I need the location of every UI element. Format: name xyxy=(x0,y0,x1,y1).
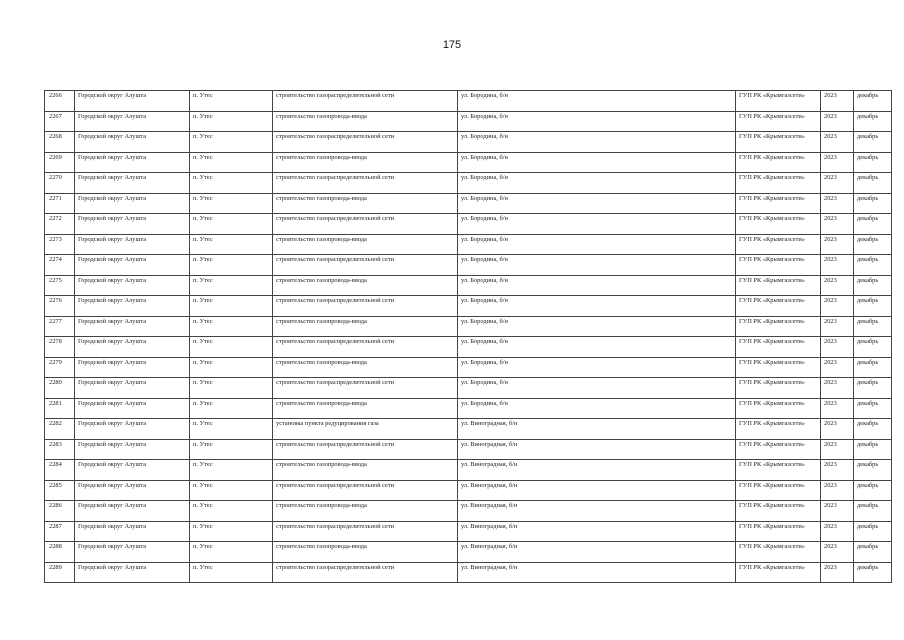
row-number-cell: 2282 xyxy=(45,419,75,440)
address-cell: ул. Бородина, б/н xyxy=(458,173,736,194)
month-cell: декабрь xyxy=(854,173,892,194)
district-cell: Городской округ Алушта xyxy=(75,460,190,481)
year-cell: 2023 xyxy=(821,255,854,276)
year-cell: 2023 xyxy=(821,111,854,132)
operator-cell: ГУП РК «Крымгазсети» xyxy=(736,337,821,358)
table-row xyxy=(45,296,892,317)
settlement-cell: п. Утес xyxy=(190,193,273,214)
district-cell: Городской округ Алушта xyxy=(75,378,190,399)
work-type-cell: строительство газораспределительной сети xyxy=(273,562,458,583)
table-row xyxy=(45,460,892,481)
settlement-cell: п. Утес xyxy=(190,316,273,337)
month-cell: декабрь xyxy=(854,439,892,460)
settlement-cell: п. Утес xyxy=(190,460,273,481)
month-cell: декабрь xyxy=(854,337,892,358)
row-number-cell: 2266 xyxy=(45,91,75,112)
address-cell: ул. Бородина, б/н xyxy=(458,132,736,153)
operator-cell: ГУП РК «Крымгазсети» xyxy=(736,439,821,460)
address-cell: ул. Бородина, б/н xyxy=(458,255,736,276)
table-row xyxy=(45,419,892,440)
row-number-cell: 2286 xyxy=(45,501,75,522)
month-cell: декабрь xyxy=(854,193,892,214)
work-type-cell: строительство газораспределительной сети xyxy=(273,337,458,358)
work-type-cell: строительство газораспределительной сети xyxy=(273,296,458,317)
table-row xyxy=(45,501,892,522)
row-number-cell: 2269 xyxy=(45,152,75,173)
settlement-cell: п. Утес xyxy=(190,439,273,460)
address-cell: ул. Бородина, б/н xyxy=(458,337,736,358)
address-cell: ул. Бородина, б/н xyxy=(458,275,736,296)
work-type-cell: строительство газопровода-ввода xyxy=(273,152,458,173)
operator-cell: ГУП РК «Крымгазсети» xyxy=(736,419,821,440)
work-type-cell: строительство газораспределительной сети xyxy=(273,521,458,542)
table-row xyxy=(45,316,892,337)
settlement-cell: п. Утес xyxy=(190,501,273,522)
district-cell: Городской округ Алушта xyxy=(75,152,190,173)
work-type-cell: строительство газопровода-ввода xyxy=(273,542,458,563)
year-cell: 2023 xyxy=(821,357,854,378)
work-type-cell: строительство газопровода-ввода xyxy=(273,398,458,419)
month-cell: декабрь xyxy=(854,480,892,501)
table-row xyxy=(45,193,892,214)
settlement-cell: п. Утес xyxy=(190,275,273,296)
settlement-cell: п. Утес xyxy=(190,91,273,112)
year-cell: 2023 xyxy=(821,521,854,542)
row-number-cell: 2273 xyxy=(45,234,75,255)
table-row xyxy=(45,214,892,235)
district-cell: Городской округ Алушта xyxy=(75,193,190,214)
year-cell: 2023 xyxy=(821,501,854,522)
year-cell: 2023 xyxy=(821,398,854,419)
table-row xyxy=(45,480,892,501)
settlement-cell: п. Утес xyxy=(190,357,273,378)
settlement-cell: п. Утес xyxy=(190,562,273,583)
address-cell: ул. Бородина, б/н xyxy=(458,296,736,317)
row-number-cell: 2277 xyxy=(45,316,75,337)
operator-cell: ГУП РК «Крымгазсети» xyxy=(736,296,821,317)
month-cell: декабрь xyxy=(854,296,892,317)
operator-cell: ГУП РК «Крымгазсети» xyxy=(736,562,821,583)
year-cell: 2023 xyxy=(821,378,854,399)
row-number-cell: 2284 xyxy=(45,460,75,481)
row-number-cell: 2270 xyxy=(45,173,75,194)
table-row xyxy=(45,439,892,460)
row-number-cell: 2289 xyxy=(45,562,75,583)
work-type-cell: строительство газопровода-ввода xyxy=(273,357,458,378)
settlement-cell: п. Утес xyxy=(190,542,273,563)
settlement-cell: п. Утес xyxy=(190,398,273,419)
row-number-cell: 2275 xyxy=(45,275,75,296)
month-cell: декабрь xyxy=(854,501,892,522)
row-number-cell: 2274 xyxy=(45,255,75,276)
address-cell: ул. Бородина, б/н xyxy=(458,214,736,235)
settlement-cell: п. Утес xyxy=(190,296,273,317)
settlement-cell: п. Утес xyxy=(190,234,273,255)
district-cell: Городской округ Алушта xyxy=(75,521,190,542)
district-cell: Городской округ Алушта xyxy=(75,542,190,563)
work-type-cell: строительство газораспределительной сети xyxy=(273,255,458,276)
month-cell: декабрь xyxy=(854,398,892,419)
work-type-cell: строительство газопровода-ввода xyxy=(273,460,458,481)
address-cell: ул. Виноградная, б/н xyxy=(458,460,736,481)
row-number-cell: 2278 xyxy=(45,337,75,358)
registry-table xyxy=(44,90,892,583)
month-cell: декабрь xyxy=(854,460,892,481)
work-type-cell: строительство газораспределительной сети xyxy=(273,173,458,194)
work-type-cell: строительство газораспределительной сети xyxy=(273,480,458,501)
month-cell: декабрь xyxy=(854,91,892,112)
district-cell: Городской округ Алушта xyxy=(75,419,190,440)
operator-cell: ГУП РК «Крымгазсети» xyxy=(736,501,821,522)
operator-cell: ГУП РК «Крымгазсети» xyxy=(736,398,821,419)
row-number-cell: 2287 xyxy=(45,521,75,542)
year-cell: 2023 xyxy=(821,132,854,153)
work-type-cell: строительство газораспределительной сети xyxy=(273,91,458,112)
month-cell: декабрь xyxy=(854,542,892,563)
address-cell: ул. Бородина, б/н xyxy=(458,111,736,132)
address-cell: ул. Виноградная, б/н xyxy=(458,419,736,440)
district-cell: Городской округ Алушта xyxy=(75,275,190,296)
year-cell: 2023 xyxy=(821,337,854,358)
district-cell: Городской округ Алушта xyxy=(75,501,190,522)
address-cell: ул. Бородина, б/н xyxy=(458,193,736,214)
settlement-cell: п. Утес xyxy=(190,521,273,542)
district-cell: Городской округ Алушта xyxy=(75,132,190,153)
work-type-cell: строительство газораспределительной сети xyxy=(273,439,458,460)
operator-cell: ГУП РК «Крымгазсети» xyxy=(736,132,821,153)
year-cell: 2023 xyxy=(821,173,854,194)
operator-cell: ГУП РК «Крымгазсети» xyxy=(736,91,821,112)
work-type-cell: строительство газопровода-ввода xyxy=(273,193,458,214)
address-cell: ул. Бородина, б/н xyxy=(458,152,736,173)
operator-cell: ГУП РК «Крымгазсети» xyxy=(736,480,821,501)
month-cell: декабрь xyxy=(854,234,892,255)
settlement-cell: п. Утес xyxy=(190,111,273,132)
month-cell: декабрь xyxy=(854,255,892,276)
month-cell: декабрь xyxy=(854,357,892,378)
table-row xyxy=(45,542,892,563)
district-cell: Городской округ Алушта xyxy=(75,91,190,112)
year-cell: 2023 xyxy=(821,542,854,563)
month-cell: декабрь xyxy=(854,378,892,399)
table-row xyxy=(45,398,892,419)
settlement-cell: п. Утес xyxy=(190,152,273,173)
row-number-cell: 2271 xyxy=(45,193,75,214)
operator-cell: ГУП РК «Крымгазсети» xyxy=(736,357,821,378)
district-cell: Городской округ Алушта xyxy=(75,480,190,501)
month-cell: декабрь xyxy=(854,316,892,337)
year-cell: 2023 xyxy=(821,480,854,501)
month-cell: декабрь xyxy=(854,275,892,296)
table-row xyxy=(45,111,892,132)
district-cell: Городской округ Алушта xyxy=(75,296,190,317)
work-type-cell: строительство газораспределительной сети xyxy=(273,214,458,235)
year-cell: 2023 xyxy=(821,234,854,255)
settlement-cell: п. Утес xyxy=(190,337,273,358)
operator-cell: ГУП РК «Крымгазсети» xyxy=(736,173,821,194)
work-type-cell: строительство газопровода-ввода xyxy=(273,316,458,337)
operator-cell: ГУП РК «Крымгазсети» xyxy=(736,152,821,173)
row-number-cell: 2285 xyxy=(45,480,75,501)
work-type-cell: строительство газопровода-ввода xyxy=(273,275,458,296)
settlement-cell: п. Утес xyxy=(190,255,273,276)
month-cell: декабрь xyxy=(854,111,892,132)
district-cell: Городской округ Алушта xyxy=(75,357,190,378)
month-cell: декабрь xyxy=(854,521,892,542)
table-row xyxy=(45,91,892,112)
row-number-cell: 2279 xyxy=(45,357,75,378)
address-cell: ул. Виноградная, б/н xyxy=(458,501,736,522)
operator-cell: ГУП РК «Крымгазсети» xyxy=(736,234,821,255)
year-cell: 2023 xyxy=(821,296,854,317)
settlement-cell: п. Утес xyxy=(190,173,273,194)
month-cell: декабрь xyxy=(854,152,892,173)
table-row xyxy=(45,378,892,399)
operator-cell: ГУП РК «Крымгазсети» xyxy=(736,521,821,542)
address-cell: ул. Бородина, б/н xyxy=(458,316,736,337)
operator-cell: ГУП РК «Крымгазсети» xyxy=(736,460,821,481)
table-row xyxy=(45,337,892,358)
month-cell: декабрь xyxy=(854,132,892,153)
district-cell: Городской округ Алушта xyxy=(75,398,190,419)
year-cell: 2023 xyxy=(821,214,854,235)
work-type-cell: строительство газопровода-ввода xyxy=(273,234,458,255)
address-cell: ул. Бородина, б/н xyxy=(458,234,736,255)
district-cell: Городской округ Алушта xyxy=(75,111,190,132)
settlement-cell: п. Утес xyxy=(190,480,273,501)
page-number: 175 xyxy=(442,39,462,51)
row-number-cell: 2272 xyxy=(45,214,75,235)
district-cell: Городской округ Алушта xyxy=(75,214,190,235)
row-number-cell: 2288 xyxy=(45,542,75,563)
row-number-cell: 2283 xyxy=(45,439,75,460)
table-row xyxy=(45,562,892,583)
row-number-cell: 2268 xyxy=(45,132,75,153)
address-cell: ул. Бородина, б/н xyxy=(458,378,736,399)
address-cell: ул. Виноградная, б/н xyxy=(458,521,736,542)
operator-cell: ГУП РК «Крымгазсети» xyxy=(736,316,821,337)
year-cell: 2023 xyxy=(821,193,854,214)
operator-cell: ГУП РК «Крымгазсети» xyxy=(736,542,821,563)
year-cell: 2023 xyxy=(821,439,854,460)
table-body xyxy=(45,91,892,583)
row-number-cell: 2281 xyxy=(45,398,75,419)
year-cell: 2023 xyxy=(821,91,854,112)
work-type-cell: строительство газораспределительной сети xyxy=(273,132,458,153)
table-row xyxy=(45,173,892,194)
operator-cell: ГУП РК «Крымгазсети» xyxy=(736,214,821,235)
district-cell: Городской округ Алушта xyxy=(75,439,190,460)
row-number-cell: 2280 xyxy=(45,378,75,399)
district-cell: Городской округ Алушта xyxy=(75,234,190,255)
row-number-cell: 2267 xyxy=(45,111,75,132)
address-cell: ул. Виноградная, б/н xyxy=(458,542,736,563)
year-cell: 2023 xyxy=(821,275,854,296)
work-type-cell: строительство газопровода-ввода xyxy=(273,501,458,522)
address-cell: ул. Виноградная, б/н xyxy=(458,480,736,501)
table-row xyxy=(45,152,892,173)
operator-cell: ГУП РК «Крымгазсети» xyxy=(736,378,821,399)
row-number-cell: 2276 xyxy=(45,296,75,317)
operator-cell: ГУП РК «Крымгазсети» xyxy=(736,111,821,132)
district-cell: Городской округ Алушта xyxy=(75,316,190,337)
operator-cell: ГУП РК «Крымгазсети» xyxy=(736,255,821,276)
table-row xyxy=(45,234,892,255)
settlement-cell: п. Утес xyxy=(190,419,273,440)
work-type-cell: строительство газораспределительной сети xyxy=(273,378,458,399)
address-cell: ул. Виноградная, б/н xyxy=(458,439,736,460)
address-cell: ул. Бородина, б/н xyxy=(458,357,736,378)
table-row xyxy=(45,357,892,378)
settlement-cell: п. Утес xyxy=(190,214,273,235)
settlement-cell: п. Утес xyxy=(190,132,273,153)
year-cell: 2023 xyxy=(821,419,854,440)
work-type-cell: установка пункта редуцирования газа xyxy=(273,419,458,440)
table-row xyxy=(45,521,892,542)
month-cell: декабрь xyxy=(854,562,892,583)
month-cell: декабрь xyxy=(854,214,892,235)
district-cell: Городской округ Алушта xyxy=(75,173,190,194)
year-cell: 2023 xyxy=(821,152,854,173)
district-cell: Городской округ Алушта xyxy=(75,337,190,358)
year-cell: 2023 xyxy=(821,460,854,481)
operator-cell: ГУП РК «Крымгазсети» xyxy=(736,275,821,296)
work-type-cell: строительство газопровода-ввода xyxy=(273,111,458,132)
address-cell: ул. Бородина, б/н xyxy=(458,398,736,419)
month-cell: декабрь xyxy=(854,419,892,440)
district-cell: Городской округ Алушта xyxy=(75,255,190,276)
operator-cell: ГУП РК «Крымгазсети» xyxy=(736,193,821,214)
table-row xyxy=(45,275,892,296)
address-cell: ул. Бородина, б/н xyxy=(458,91,736,112)
year-cell: 2023 xyxy=(821,562,854,583)
year-cell: 2023 xyxy=(821,316,854,337)
address-cell: ул. Виноградная, б/н xyxy=(458,562,736,583)
table-row xyxy=(45,132,892,153)
table-row xyxy=(45,255,892,276)
settlement-cell: п. Утес xyxy=(190,378,273,399)
district-cell: Городской округ Алушта xyxy=(75,562,190,583)
